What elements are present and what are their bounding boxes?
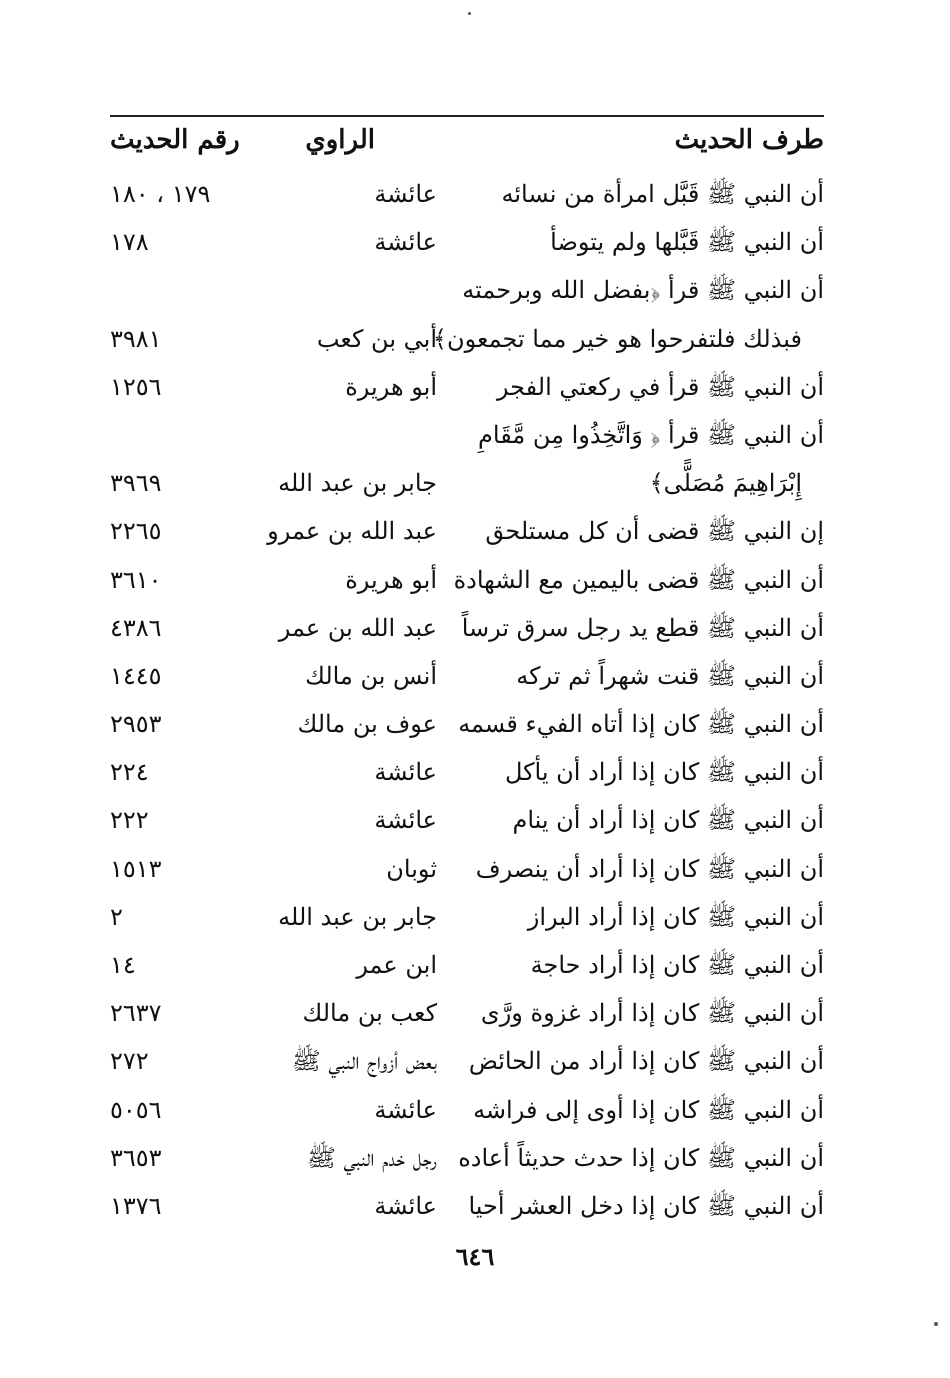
table-row — [110, 748, 824, 796]
narrator-name: عبد الله بن عمرو — [267, 517, 437, 546]
table-row — [110, 507, 824, 555]
hadith-start-text: أن النبي ﷺ قنت شهراً ثم تركه — [516, 661, 824, 690]
table-row — [110, 845, 824, 893]
hadith-start-text: أن النبي ﷺ كان إذا أراد حاجة — [530, 951, 824, 979]
table-row — [110, 1086, 824, 1134]
table-row — [110, 556, 824, 604]
narrator-name: أبو هريرة — [345, 565, 437, 594]
header-rule — [110, 115, 824, 117]
hadith-start-text: أن النبي ﷺ كان إذا أراد غزوة ورَّى — [480, 999, 824, 1028]
narrator-name: عائشة — [374, 1191, 437, 1220]
scan-speck — [468, 12, 471, 15]
column-header-hadith-number: رقم الحديث — [110, 125, 240, 155]
table-row — [110, 170, 824, 218]
hadith-start-text: أن النبي ﷺ كان إذا حدث حديثاً أعاده — [458, 1143, 824, 1172]
table-row — [110, 796, 824, 844]
table-row — [110, 1037, 824, 1085]
hadith-start-text: أن النبي ﷺ قَبَّل امرأة من نسائه — [501, 180, 824, 208]
hadith-start-text: أن النبي ﷺ كان إذا دخل العشر أحيا — [468, 1191, 824, 1220]
narrator-name: أبو هريرة — [345, 372, 437, 401]
hadith-start-text: أن النبي ﷺ كان إذا أراد أن ينصرف — [475, 854, 824, 883]
hadith-start-text: أن النبي ﷺ كان إذا أراد من الحائض — [468, 1047, 824, 1076]
hadith-number: ٤٣٨٦ — [110, 613, 162, 642]
hadith-number: ١٤٤٥ — [110, 661, 162, 690]
hadith-number: ٢٩٥٣ — [110, 710, 162, 739]
narrator-name: ثوبان — [386, 854, 437, 883]
narrator-name: جابر بن عبد الله — [278, 469, 437, 498]
narrator-name: رجل خدم النبي ﷺ — [306, 1143, 437, 1172]
hadith-number: ٥٠٥٦ — [110, 1095, 162, 1124]
hadith-start-text: أن النبي ﷺ كان إذا أتاه الفيء قسمه — [458, 710, 824, 739]
hadith-number: ٣٦١٠ — [110, 565, 162, 594]
table-row — [110, 411, 824, 459]
hadith-start-text: أن النبي ﷺ قضى باليمين مع الشهادة — [453, 565, 824, 594]
table-row — [110, 700, 824, 748]
hadith-start-text-continued: فبذلك فلتفرحوا هو خير مما تجمعون﴾ — [432, 324, 802, 353]
column-header-hadith-start: طرف الحديث — [674, 125, 824, 155]
narrator-name: أبي بن كعب — [316, 324, 437, 353]
hadith-start-text: أن النبي ﷺ قرأ ﴿بفضل الله وبرحمته — [462, 276, 824, 305]
scan-speck — [934, 1322, 938, 1326]
hadith-number: ٢ — [110, 902, 123, 931]
hadith-start-text: أن النبي ﷺ كان إذا أوى إلى فراشه — [473, 1095, 824, 1124]
hadith-start-text: أن النبي ﷺ قطع يد رجل سرق ترساً — [461, 613, 824, 642]
narrator-name: عبد الله بن عمر — [278, 613, 437, 642]
table-row — [110, 459, 824, 507]
narrator-name: ابن عمر — [356, 951, 437, 979]
table-row — [110, 941, 824, 989]
hadith-number: ١٤ — [110, 951, 136, 979]
hadith-number: ١٧٩ ، ١٨٠ — [110, 180, 211, 208]
hadith-number: ٢٢٦٥ — [110, 517, 162, 546]
narrator-name: عائشة — [374, 806, 437, 835]
table-row — [110, 893, 824, 941]
narrator-name: كعب بن مالك — [302, 999, 437, 1028]
index-table — [110, 170, 824, 1230]
table-row — [110, 363, 824, 411]
narrator-name: عائشة — [374, 758, 437, 787]
hadith-number: ٣٩٦٩ — [110, 469, 162, 498]
hadith-number: ١٣٧٦ — [110, 1191, 162, 1220]
hadith-start-text: أن النبي ﷺ قرأ ﴿ وَاتَّخِذُوا مِن مَّقَامِ — [478, 420, 824, 449]
hadith-number: ٢٦٣٧ — [110, 999, 162, 1028]
table-row — [110, 652, 824, 700]
hadith-start-text: أن النبي ﷺ كان إذا أراد أن يأكل — [504, 758, 824, 787]
hadith-number: ٢٧٢ — [110, 1047, 149, 1076]
hadith-number: ٣٩٨١ — [110, 324, 162, 353]
hadith-number: ١٥١٣ — [110, 854, 162, 883]
narrator-name: بعض أزواج النبي ﷺ — [291, 1047, 437, 1076]
hadith-start-text: أن النبي ﷺ قرأ في ركعتي الفجر — [496, 372, 824, 401]
table-row — [110, 266, 824, 314]
table-row — [110, 218, 824, 266]
table-row — [110, 989, 824, 1037]
page-number: ٦٤٦ — [455, 1242, 495, 1271]
narrator-name: عوف بن مالك — [297, 710, 437, 739]
hadith-number: ٢٢٤ — [110, 758, 149, 787]
table-row — [110, 315, 824, 363]
hadith-number: ٣٦٥٣ — [110, 1143, 162, 1172]
hadith-start-text: أن النبي ﷺ قَبَّلها ولم يتوضأ — [550, 228, 824, 257]
table-row — [110, 1134, 824, 1182]
narrator-name: عائشة — [374, 180, 437, 208]
hadith-number: ١٢٥٦ — [110, 372, 162, 401]
narrator-name: عائشة — [374, 1095, 437, 1124]
narrator-name: أنس بن مالك — [305, 661, 437, 690]
narrator-name: عائشة — [374, 228, 437, 257]
hadith-start-text: أن النبي ﷺ كان إذا أراد أن ينام — [512, 806, 824, 835]
hadith-number: ٢٢٢ — [110, 806, 149, 835]
hadith-start-text: إن النبي ﷺ قضى أن كل مستلحق — [485, 517, 824, 546]
table-row — [110, 604, 824, 652]
table-row — [110, 1182, 824, 1230]
hadith-start-text: أن النبي ﷺ كان إذا أراد البراز — [527, 902, 824, 931]
hadith-start-text-continued: إِبْرَاهِيمَ مُصَلًّى﴾ — [649, 469, 802, 498]
narrator-name: جابر بن عبد الله — [278, 902, 437, 931]
column-header-narrator: الراوي — [305, 125, 375, 155]
hadith-number: ١٧٨ — [110, 228, 149, 257]
